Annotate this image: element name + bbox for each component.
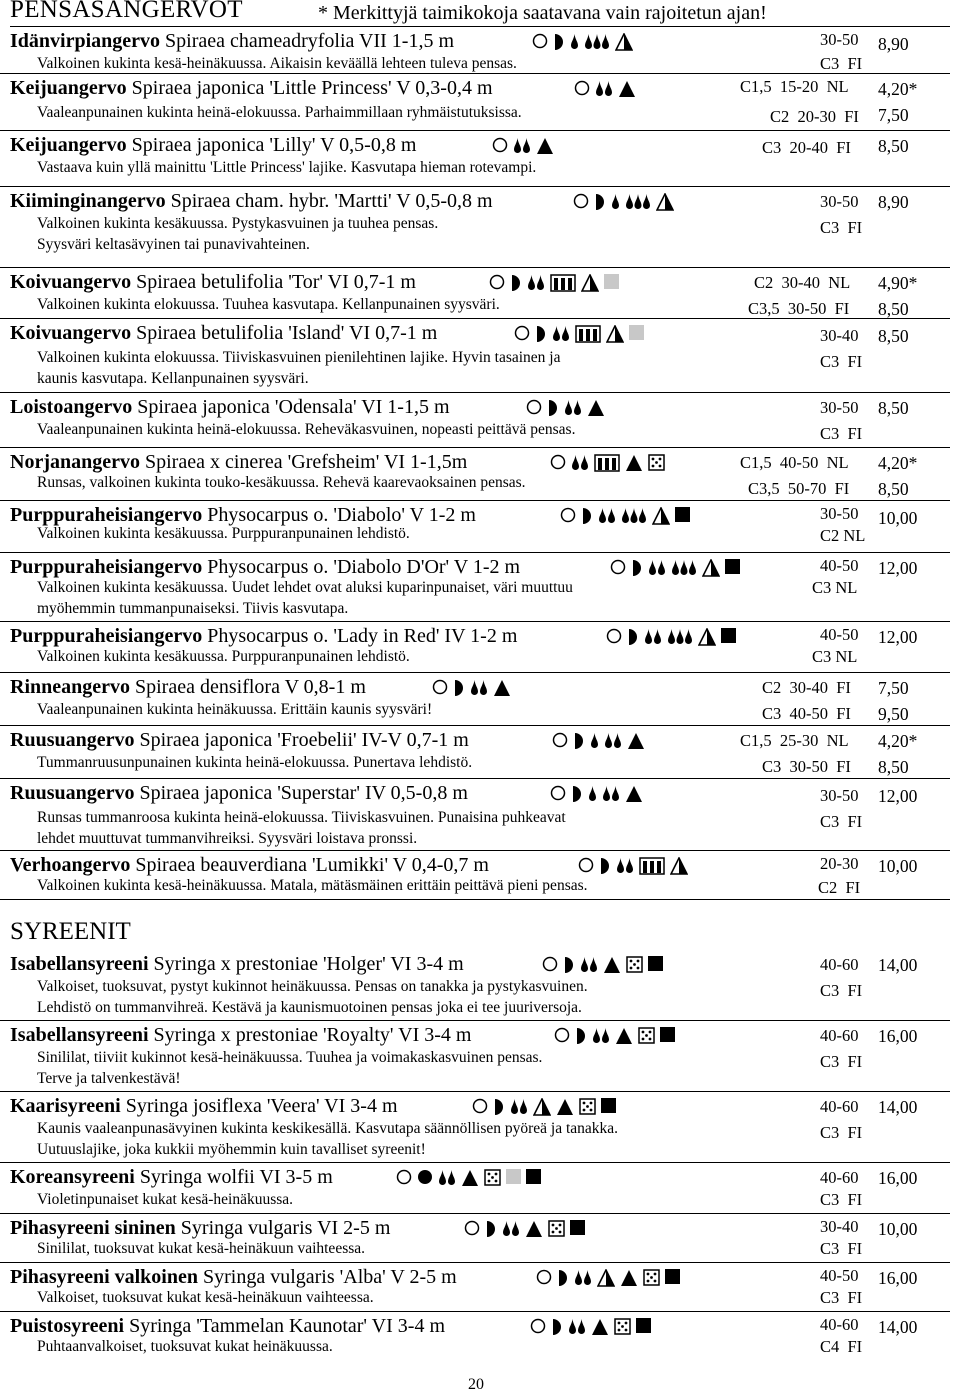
- sun-icon: [472, 1098, 488, 1119]
- size-info: 30-50: [820, 30, 859, 49]
- size-info: 30-50: [820, 398, 859, 417]
- product-description: [37, 1238, 787, 1259]
- size-info: C3 20-40 FI: [762, 138, 851, 157]
- product-species: Syringa josiflexa 'Veera' VI 3-4 m: [120, 1095, 398, 1117]
- product-entry: [0, 851, 950, 900]
- product-title: [10, 321, 437, 345]
- product-species: Spiraea japonica 'Lilly' V 0,5-0,8 m: [126, 134, 417, 156]
- product-entry: [0, 673, 950, 726]
- product-name: Keijuangervo: [10, 134, 127, 156]
- price: 14,00: [878, 955, 918, 975]
- description-line: Valkoinen kukinta kesäkuussa. Purppuranpunainen lehdistö.: [37, 525, 410, 542]
- product-name: Koivuangervo: [10, 271, 132, 293]
- product-name: Ruusuangervo: [10, 782, 135, 804]
- product-description: [37, 1336, 787, 1357]
- section-title-spiraea: PENSASANGERVOT: [10, 0, 243, 23]
- product-species: Spiraea japonica 'Superstar' IV 0,5-0,8 m: [134, 782, 468, 804]
- section-title-syringa: SYREENIT: [10, 918, 131, 945]
- product-description: [37, 213, 787, 255]
- size-info: C3 FI: [820, 352, 863, 371]
- description-line: Runsas tummanroosa kukinta heinä-elokuussa. Tiiviskasvuinen. Punaisina puhkeavat: [37, 809, 566, 826]
- water-drop-icon: [588, 785, 597, 808]
- description-line: Valkoinen kukinta kesäkuussa. Uudet lehdet ovat aluksi kuparinpunaiset, väri muuttuu: [37, 579, 573, 596]
- sun-icon: [554, 1027, 570, 1048]
- description-line: Valkoinen kukinta elokuussa. Tuuhea kasvutapa. Kellanpunainen syysväri.: [37, 296, 500, 313]
- product-title: [10, 395, 450, 419]
- product-description: [37, 1189, 787, 1210]
- size-info: 30-50: [820, 504, 859, 523]
- product-species: Physocarpus o. 'Diabolo' V 1-2 m: [202, 504, 476, 526]
- filled-square-icon: [526, 1169, 541, 1189]
- product-entry: [0, 448, 950, 501]
- price: 8,50: [878, 757, 909, 777]
- price: 12,00: [878, 558, 918, 578]
- description-line: Kaunis vaaleanpunasävyinen kukinta keskikesällä. Kasvutapa säännöllisen pyöreä ja tanakka.: [37, 1120, 619, 1137]
- description-line: Sinililat, tuoksuvat kukat kesä-heinäkuun vaihteessa.: [37, 1240, 366, 1257]
- product-entry: [0, 131, 950, 187]
- product-title: [10, 450, 467, 474]
- product-title: [10, 728, 469, 752]
- product-title: [10, 1314, 445, 1338]
- water-drops-icon: [595, 80, 613, 103]
- price: 14,00: [878, 1317, 918, 1337]
- size-info: C2 20-30 FI: [770, 107, 859, 126]
- product-description: [37, 472, 787, 493]
- description-line: Valkoinen kukinta kesäkuussa. Pystykasvuinen ja tuuhea pensas.: [37, 215, 439, 232]
- product-entry: [0, 393, 950, 448]
- size-info: C3 FI: [820, 1052, 863, 1071]
- price: 4,90*: [878, 273, 918, 293]
- description-line: Lehdistö on tummanvihreä. Kestävä ja kaunismuotoinen pensas joka ei tee juuriversoja.: [37, 999, 582, 1016]
- product-name: Kiiminginangervo: [10, 190, 166, 212]
- size-info: 40-50: [820, 625, 859, 644]
- price: 12,00: [878, 786, 918, 806]
- size-info: C3 FI: [820, 1288, 863, 1307]
- flower-column-icon: [575, 325, 601, 348]
- product-species: Syringa wolfii VI 3-5 m: [134, 1166, 333, 1188]
- water-drops-icon: [602, 785, 620, 808]
- product-entry: [0, 74, 950, 131]
- product-name: Kaarisyreeni: [10, 1095, 121, 1117]
- product-entry: [0, 1092, 950, 1163]
- dotted-square-icon: [626, 956, 643, 978]
- sun-icon: [492, 137, 508, 158]
- description-line: Runsas, valkoinen kukinta touko-kesäkuussa. Rehevä kaarevaoksainen pensas.: [37, 474, 526, 491]
- product-description: [37, 157, 787, 178]
- product-entry: [0, 1021, 950, 1092]
- description-line: kaunis kasvutapa. Kellanpunainen syysväri.: [37, 370, 309, 387]
- price: 10,00: [878, 856, 918, 876]
- product-entry: [0, 27, 950, 74]
- sun-icon: [532, 33, 548, 54]
- product-species: Syringa x prestoniae 'Holger' VI 3-4 m: [148, 953, 464, 975]
- product-entry: [0, 950, 950, 1021]
- product-name: Purppuraheisiangervo: [10, 556, 203, 578]
- size-info: 40-60: [820, 1026, 859, 1045]
- dotted-square-icon: [579, 1098, 596, 1120]
- sun-icon: [574, 80, 590, 101]
- size-info: C1,5 15-20 NL: [740, 77, 849, 96]
- product-species: Syringa x prestoniae 'Royalty' VI 3-4 m: [148, 1024, 472, 1046]
- sun-icon: [489, 274, 505, 295]
- size-info: C1,5 25-30 NL: [740, 731, 849, 750]
- size-info: 30-40: [820, 1217, 859, 1236]
- description-line: Sinililat, tiiviit kukinnot kesä-heinäkuussa. Tuuhea ja voimakaskasvuinen pensas.: [37, 1049, 543, 1066]
- price: 8,90: [878, 34, 909, 54]
- description-line: Syysväri keltasävyinen tai punavivahteinen.: [37, 236, 310, 253]
- product-title: [10, 270, 416, 294]
- half-shade-icon: [535, 325, 547, 348]
- product-name: Pihasyreeni valkoinen: [10, 1266, 198, 1288]
- water-drops-icon: [552, 325, 570, 348]
- product-description: [37, 646, 787, 667]
- description-line: Valkoinen kukinta elokuussa. Tiiviskasvuinen pienilehtinen lajike. Hyvin tasainen ja: [37, 349, 561, 366]
- page-header: [10, 0, 950, 27]
- size-info: 30-50: [820, 192, 859, 211]
- description-line: Violetinpunaiset kukat kesä-heinäkuussa.: [37, 1191, 294, 1208]
- description-line: Vaaleanpunainen kukinta heinäkuussa. Erittäin kaunis syysväri!: [37, 701, 433, 718]
- product-description: [37, 294, 787, 315]
- size-info: 30-50: [820, 786, 859, 805]
- description-line: Uutuuslajike, joka kukkii myöhemmin kuin tavalliset syreenit!: [37, 1141, 426, 1158]
- price: 8,50: [878, 299, 909, 319]
- size-info: C2 FI: [818, 878, 861, 897]
- filled-square-icon: [636, 1318, 651, 1338]
- price: 16,00: [878, 1268, 918, 1288]
- product-title: [10, 624, 517, 648]
- size-info: 40-60: [820, 955, 859, 974]
- description-line: Valkoinen kukinta kesäkuussa. Purppuranpunainen lehdistö.: [37, 648, 410, 665]
- product-name: Koreansyreeni: [10, 1166, 135, 1188]
- price: 8,50: [878, 326, 909, 346]
- product-description: [37, 419, 787, 440]
- product-entry: [0, 501, 950, 553]
- size-info: C2 30-40 FI: [762, 678, 851, 697]
- product-description: [37, 976, 787, 1018]
- product-species: Syringa 'Tammelan Kaunotar' VI 3-4 m: [124, 1315, 445, 1337]
- product-species: Spiraea x cinerea 'Grefsheim' VI 1-1,5m: [139, 451, 468, 473]
- size-info: C3 FI: [820, 1123, 863, 1142]
- grey-square-icon: [604, 274, 619, 294]
- price: 4,20*: [878, 731, 918, 751]
- product-description: [37, 752, 787, 773]
- product-description: [37, 577, 787, 619]
- description-line: Puhtaanvalkoiset, tuoksuvat kukat heinäkuussa.: [37, 1338, 333, 1355]
- filled-square-icon: [648, 956, 663, 976]
- product-entry: [0, 622, 950, 673]
- product-entry: [0, 779, 950, 851]
- sun-icon: [526, 399, 542, 420]
- price: 10,00: [878, 1219, 918, 1239]
- size-info: 40-50: [820, 1266, 859, 1285]
- size-info: C3 NL: [812, 578, 858, 597]
- size-info: C3 FI: [820, 981, 863, 1000]
- price: 10,00: [878, 508, 918, 528]
- half-shade-icon: [571, 785, 583, 808]
- product-title: [10, 133, 416, 157]
- product-description: [37, 1118, 787, 1160]
- description-line: Terve ja talvenkestävä!: [37, 1070, 181, 1087]
- description-line: Valkoiset, tuoksuvat kukat kesä-heinäkuun vaihteessa.: [37, 1289, 374, 1306]
- product-description: [37, 1047, 787, 1089]
- sun-icon: [542, 956, 558, 977]
- dotted-square-icon: [638, 1027, 655, 1049]
- size-info: C3,5 50-70 FI: [748, 479, 850, 498]
- size-info: 40-50: [820, 556, 859, 575]
- product-name: Pihasyreeni sininen: [10, 1217, 176, 1239]
- product-entry: [0, 1214, 950, 1263]
- product-name: Idänvirpiangervo: [10, 30, 161, 52]
- filled-square-icon: [725, 559, 740, 579]
- filled-square-icon: [570, 1220, 585, 1240]
- product-description: [37, 53, 787, 74]
- product-description: [37, 1287, 787, 1308]
- filled-square-icon: [601, 1098, 616, 1118]
- product-name: Koivuangervo: [10, 322, 132, 344]
- description-line: Valkoinen kukinta kesä-heinäkuussa. Aikaisin keväällä lehteen tuleva pensas.: [37, 55, 517, 72]
- filled-square-icon: [721, 628, 736, 648]
- product-entry: [0, 319, 950, 393]
- product-species: Syringa vulgaris VI 2-5 m: [175, 1217, 391, 1239]
- product-title: [10, 1094, 398, 1118]
- size-info: C3 FI: [820, 424, 863, 443]
- product-name: Loistoangervo: [10, 396, 133, 418]
- size-info: 40-60: [820, 1097, 859, 1116]
- description-line: Tummanruusunpunainen kukinta heinä-elokuussa. Punertava lehdistö.: [37, 754, 473, 771]
- product-name: Puistosyreeni: [10, 1315, 125, 1337]
- description-line: myöhemmin tummanpunaiseksi. Tiivis kasvutapa.: [37, 600, 349, 617]
- price: 12,00: [878, 627, 918, 647]
- price: 9,50: [878, 704, 909, 724]
- product-species: Spiraea beauverdiana 'Lumikki' V 0,4-0,7 m: [130, 854, 489, 876]
- grey-square-icon: [506, 1169, 521, 1189]
- size-info: C3,5 30-50 FI: [748, 299, 850, 318]
- size-info: C3 FI: [820, 54, 863, 73]
- price: 16,00: [878, 1168, 918, 1188]
- product-species: Spiraea densiflora V 0,8-1 m: [130, 676, 366, 698]
- description-line: Vastaava kuin yllä mainittu 'Little Princess' lajike. Kasvutapa hieman rotevampi.: [37, 159, 537, 176]
- filled-square-icon: [665, 1269, 680, 1289]
- description-line: Valkoiset, tuoksuvat, pystyt kukinnot heinäkuussa. Pensas on tanakka ja pystykasvuinen.: [37, 978, 588, 995]
- product-species: Spiraea japonica 'Froebelii' IV-V 0,7-1 m: [134, 729, 469, 751]
- product-species: Syringa vulgaris 'Alba' V 2-5 m: [198, 1266, 457, 1288]
- product-species: Spiraea betulifolia 'Island' VI 0,7-1 m: [131, 322, 438, 344]
- product-title: [10, 1165, 333, 1189]
- description-line: Valkoinen kukinta kesä-heinäkuussa. Matala, mätäsmäinen erittäin peittävä pieni pensas.: [37, 877, 588, 894]
- size-info: C1,5 40-50 NL: [740, 453, 849, 472]
- description-line: lehdet muuttuvat tummanvihreiksi. Syysväri loistava pronssi.: [37, 830, 418, 847]
- product-name: Isabellansyreeni: [10, 1024, 149, 1046]
- product-title: [10, 76, 493, 100]
- size-info: 30-40: [820, 326, 859, 345]
- product-description: [37, 523, 787, 544]
- product-name: Ruusuangervo: [10, 729, 135, 751]
- product-title: [10, 781, 468, 805]
- product-title: [10, 853, 489, 877]
- size-info: C3 FI: [820, 1239, 863, 1258]
- outline-triangle-icon: [606, 325, 624, 348]
- description-line: Vaaleanpunainen kukinta heinä-elokuussa. Parhaimmillaan ryhmäistutuksissa.: [37, 104, 522, 121]
- product-description: [37, 875, 787, 896]
- product-title: [10, 1265, 457, 1289]
- product-species: Spiraea betulifolia 'Tor' VI 0,7-1 m: [131, 271, 416, 293]
- size-info: C3 FI: [820, 218, 863, 237]
- sun-icon: [396, 1169, 412, 1190]
- availability-note: * Merkittyjä taimikokoja saatavana vain rajoitetun ajan!: [318, 2, 767, 24]
- product-entry: [0, 726, 950, 779]
- product-species: Spiraea cham. hybr. 'Martti' V 0,5-0,8 m: [165, 190, 493, 212]
- page-number: 20: [468, 1376, 484, 1393]
- product-name: Keijuangervo: [10, 77, 127, 99]
- price: 8,50: [878, 398, 909, 418]
- product-entry: [0, 1163, 950, 1214]
- product-title: [10, 555, 520, 579]
- filled-square-icon: [660, 1027, 675, 1047]
- size-info: 20-30: [820, 854, 859, 873]
- product-species: Spiraea chameadryfolia VII 1-1,5 m: [160, 30, 454, 52]
- product-title: [10, 1216, 390, 1240]
- price: 8,50: [878, 136, 909, 156]
- price: 8,90: [878, 192, 909, 212]
- product-name: Purppuraheisiangervo: [10, 504, 203, 526]
- size-info: C3 40-50 FI: [762, 704, 851, 723]
- sun-icon: [552, 732, 568, 753]
- price: 16,00: [878, 1026, 918, 1046]
- description-line: Vaaleanpunainen kukinta heinä-elokuussa. Reheväkasvuinen, nopeasti peittävä pensas.: [37, 421, 576, 438]
- product-description: [37, 102, 787, 123]
- product-entry: [0, 268, 950, 319]
- dotted-square-icon: [484, 1169, 501, 1191]
- price: 8,50: [878, 479, 909, 499]
- product-name: Rinneangervo: [10, 676, 130, 698]
- product-species: Physocarpus o. 'Lady in Red' IV 1-2 m: [202, 625, 518, 647]
- product-entry: [0, 1263, 950, 1312]
- product-title: [10, 189, 493, 213]
- product-description: [37, 807, 787, 849]
- size-info: C4 FI: [820, 1337, 863, 1356]
- sun-icon: [573, 193, 589, 214]
- price: 4,20*: [878, 453, 918, 473]
- size-info: C3 30-50 FI: [762, 757, 851, 776]
- product-title: [10, 29, 454, 53]
- product-title: [10, 1023, 471, 1047]
- product-name: Isabellansyreeni: [10, 953, 149, 975]
- filled-triangle-icon: [618, 80, 636, 103]
- product-entry: [0, 553, 950, 622]
- sun-icon: [514, 325, 530, 346]
- sun-icon: [550, 785, 566, 806]
- size-info: C2 NL: [820, 526, 866, 545]
- price: 7,50: [878, 678, 909, 698]
- product-species: Spiraea japonica 'Little Princess' V 0,3-0,4 m: [126, 77, 493, 99]
- product-description: [37, 347, 787, 389]
- product-entry: [0, 1312, 950, 1360]
- size-info: 40-60: [820, 1168, 859, 1187]
- size-info: 40-60: [820, 1315, 859, 1334]
- product-entry: [0, 187, 950, 268]
- product-name: Purppuraheisiangervo: [10, 625, 203, 647]
- product-species: Spiraea japonica 'Odensala' VI 1-1,5 m: [132, 396, 450, 418]
- size-info: C3 FI: [820, 1190, 863, 1209]
- product-name: Verhoangervo: [10, 854, 131, 876]
- product-title: [10, 675, 366, 699]
- product-name: Norjanangervo: [10, 451, 140, 473]
- product-description: [37, 699, 787, 720]
- size-info: C3 NL: [812, 647, 858, 666]
- price: 14,00: [878, 1097, 918, 1117]
- product-title: [10, 952, 464, 976]
- sun-icon: [432, 679, 448, 700]
- price: 4,20*: [878, 79, 918, 99]
- size-info: C3 FI: [820, 812, 863, 831]
- price: 7,50: [878, 105, 909, 125]
- size-info: C2 30-40 NL: [754, 273, 851, 292]
- product-species: Physocarpus o. 'Diabolo D'Or' V 1-2 m: [202, 556, 521, 578]
- shade-icon: [417, 1169, 433, 1190]
- filled-triangle-icon: [625, 785, 643, 808]
- grey-square-icon: [629, 325, 644, 345]
